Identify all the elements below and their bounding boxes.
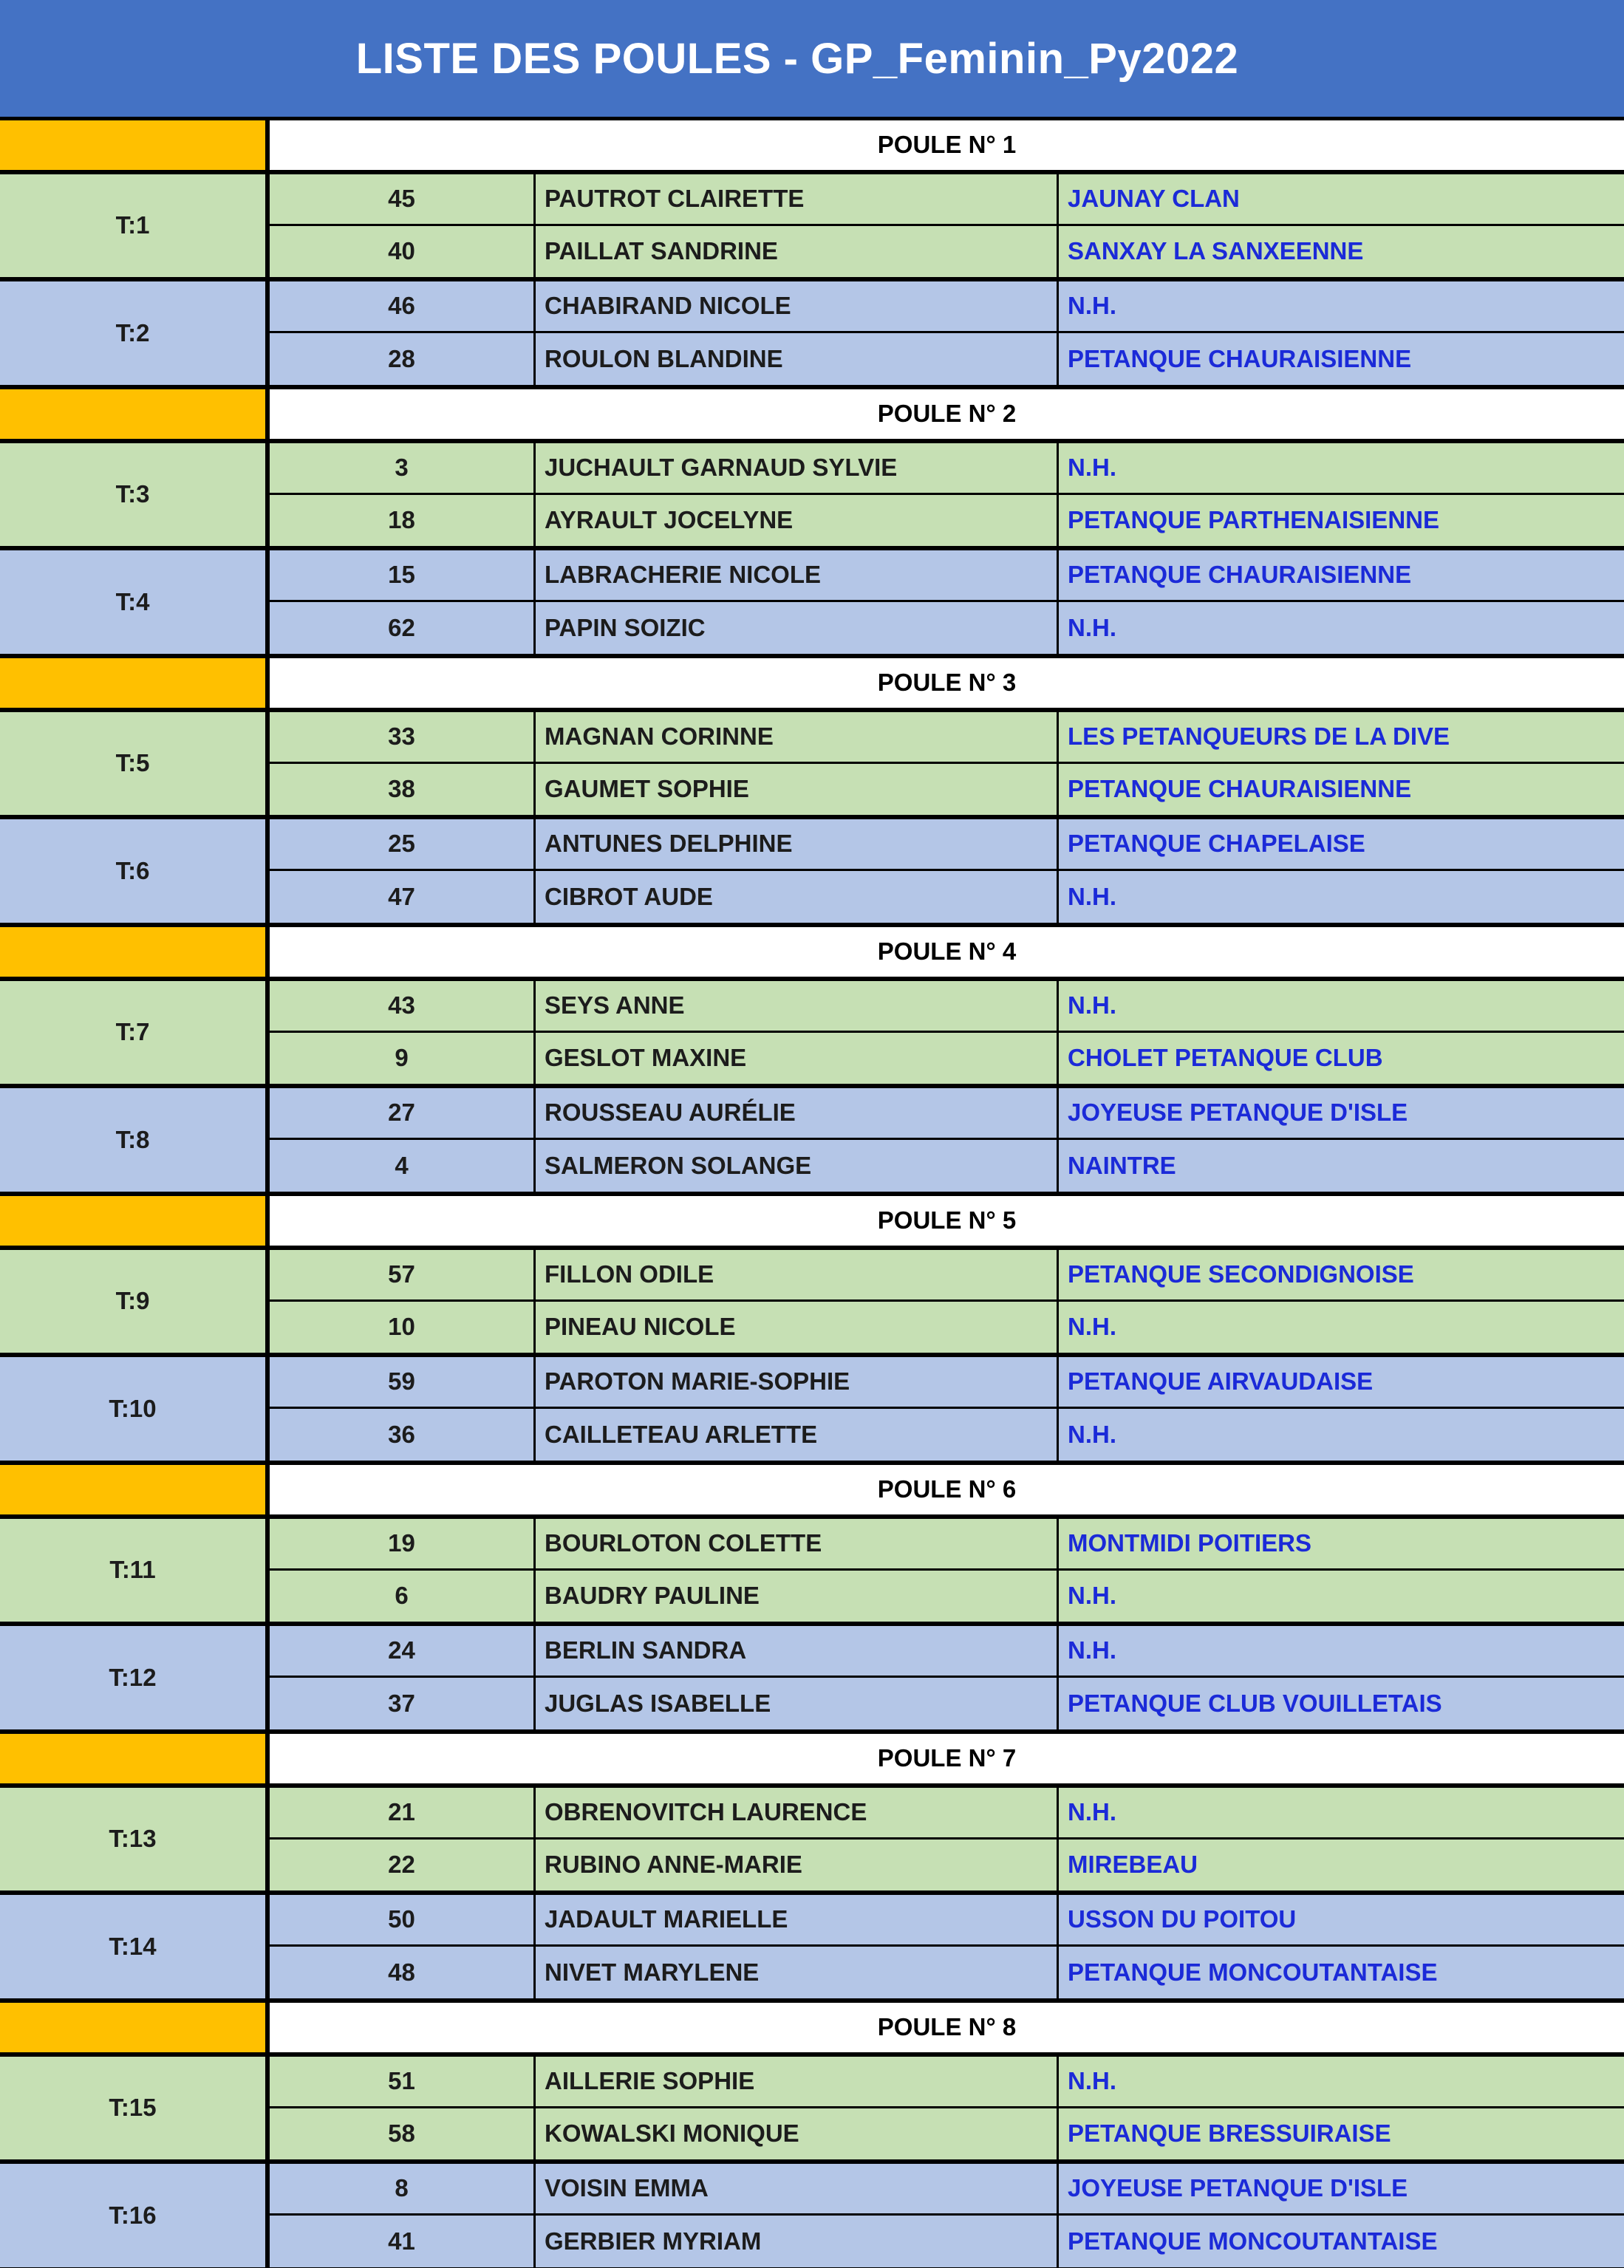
player-number: 19: [270, 1519, 533, 1568]
player-club: SANXAY LA SANXEENNE: [1059, 226, 1624, 277]
table-number: T:8: [0, 1088, 265, 1192]
player-club: N.H.: [1059, 281, 1624, 331]
player-club: N.H.: [1059, 1788, 1624, 1837]
player-number: 36: [270, 1409, 533, 1461]
player-name: RUBINO ANNE-MARIE: [536, 1840, 1057, 1890]
player-name: SALMERON SOLANGE: [536, 1140, 1057, 1192]
player-number: 9: [270, 1033, 533, 1084]
player-name: FILLON ODILE: [536, 1250, 1057, 1299]
player-name: PAPIN SOIZIC: [536, 602, 1057, 654]
player-name: CIBROT AUDE: [536, 871, 1057, 923]
player-name: JADAULT MARIELLE: [536, 1895, 1057, 1944]
player-name: ANTUNES DELPHINE: [536, 819, 1057, 869]
player-number: 62: [270, 602, 533, 654]
player-name: KOWALSKI MONIQUE: [536, 2108, 1057, 2159]
table-number: T:13: [0, 1788, 265, 1890]
table-number: T:15: [0, 2057, 265, 2159]
player-name: ROUSSEAU AURÉLIE: [536, 1088, 1057, 1138]
player-name: PINEAU NICOLE: [536, 1302, 1057, 1353]
table-number: T:11: [0, 1519, 265, 1622]
player-name: NIVET MARYLENE: [536, 1947, 1057, 1998]
poule-title: POULE N° 1: [270, 120, 1624, 170]
player-number: 15: [270, 550, 533, 600]
player-number: 40: [270, 226, 533, 277]
player-club: N.H.: [1059, 443, 1624, 493]
player-club: PETANQUE BRESSUIRAISE: [1059, 2108, 1624, 2159]
player-name: PAILLAT SANDRINE: [536, 226, 1057, 277]
poule-band-marker: [0, 1465, 265, 1514]
player-club: N.H.: [1059, 2057, 1624, 2106]
player-number: 47: [270, 871, 533, 923]
player-number: 4: [270, 1140, 533, 1192]
player-name: AILLERIE SOPHIE: [536, 2057, 1057, 2106]
poule-band-marker: [0, 1734, 265, 1783]
player-name: LABRACHERIE NICOLE: [536, 550, 1057, 600]
table-number: T:14: [0, 1895, 265, 1998]
player-name: JUGLAS ISABELLE: [536, 1678, 1057, 1729]
player-name: VOISIN EMMA: [536, 2164, 1057, 2213]
player-number: 28: [270, 333, 533, 385]
player-club: N.H.: [1059, 981, 1624, 1031]
player-number: 45: [270, 174, 533, 224]
player-number: 58: [270, 2108, 533, 2159]
player-club: PETANQUE SECONDIGNOISE: [1059, 1250, 1624, 1299]
player-number: 24: [270, 1626, 533, 1676]
poule-band-marker: [0, 1196, 265, 1246]
player-club: PETANQUE CHAURAISIENNE: [1059, 764, 1624, 815]
player-club: CHOLET PETANQUE CLUB: [1059, 1033, 1624, 1084]
player-number: 59: [270, 1357, 533, 1407]
player-number: 57: [270, 1250, 533, 1299]
player-club: N.H.: [1059, 871, 1624, 923]
player-number: 27: [270, 1088, 533, 1138]
player-number: 46: [270, 281, 533, 331]
poule-band-marker: [0, 2003, 265, 2052]
player-club: PETANQUE CLUB VOUILLETAIS: [1059, 1678, 1624, 1729]
player-name: OBRENOVITCH LAURENCE: [536, 1788, 1057, 1837]
player-name: JUCHAULT GARNAUD SYLVIE: [536, 443, 1057, 493]
player-club: NAINTRE: [1059, 1140, 1624, 1192]
poule-title: POULE N° 8: [270, 2003, 1624, 2052]
player-name: BAUDRY PAULINE: [536, 1571, 1057, 1622]
player-club: PETANQUE MONCOUTANTAISE: [1059, 1947, 1624, 1998]
poule-title: POULE N° 2: [270, 389, 1624, 439]
player-club: MONTMIDI POITIERS: [1059, 1519, 1624, 1568]
poule-title: POULE N° 5: [270, 1196, 1624, 1246]
player-name: CHABIRAND NICOLE: [536, 281, 1057, 331]
table-number: T:10: [0, 1357, 265, 1461]
poule-title: POULE N° 4: [270, 927, 1624, 977]
player-club: N.H.: [1059, 602, 1624, 654]
player-club: PETANQUE CHAURAISIENNE: [1059, 550, 1624, 600]
player-club: MIREBEAU: [1059, 1840, 1624, 1890]
table-number: T:6: [0, 819, 265, 923]
player-club: N.H.: [1059, 1626, 1624, 1676]
player-name: PAROTON MARIE-SOPHIE: [536, 1357, 1057, 1407]
player-name: PAUTROT CLAIRETTE: [536, 174, 1057, 224]
player-number: 48: [270, 1947, 533, 1998]
player-name: MAGNAN CORINNE: [536, 712, 1057, 762]
table-number: T:16: [0, 2164, 265, 2267]
page-title: LISTE DES POULES - GP_Feminin_Py2022: [355, 34, 1239, 83]
player-club: PETANQUE MONCOUTANTAISE: [1059, 2216, 1624, 2267]
player-club: LES PETANQUEURS DE LA DIVE: [1059, 712, 1624, 762]
player-club: N.H.: [1059, 1302, 1624, 1353]
player-number: 6: [270, 1571, 533, 1622]
player-number: 38: [270, 764, 533, 815]
player-club: JAUNAY CLAN: [1059, 174, 1624, 224]
poule-band-marker: [0, 120, 265, 170]
player-number: 21: [270, 1788, 533, 1837]
poule-band-marker: [0, 927, 265, 977]
table-number: T:7: [0, 981, 265, 1084]
table-number: T:1: [0, 174, 265, 277]
page-header: [0, 0, 1624, 117]
poule-title: POULE N° 3: [270, 658, 1624, 708]
player-number: 37: [270, 1678, 533, 1729]
table-number: T:4: [0, 550, 265, 654]
player-club: PETANQUE AIRVAUDAISE: [1059, 1357, 1624, 1407]
player-name: AYRAULT JOCELYNE: [536, 495, 1057, 546]
player-name: ROULON BLANDINE: [536, 333, 1057, 385]
player-club: N.H.: [1059, 1409, 1624, 1461]
player-number: 41: [270, 2216, 533, 2267]
player-number: 43: [270, 981, 533, 1031]
player-name: GERBIER MYRIAM: [536, 2216, 1057, 2267]
player-name: GAUMET SOPHIE: [536, 764, 1057, 815]
player-club: PETANQUE PARTHENAISIENNE: [1059, 495, 1624, 546]
table-number: T:3: [0, 443, 265, 546]
poules-table: [0, 117, 1624, 2268]
player-club: JOYEUSE PETANQUE D'ISLE: [1059, 2164, 1624, 2213]
player-number: 25: [270, 819, 533, 869]
player-name: SEYS ANNE: [536, 981, 1057, 1031]
player-name: CAILLETEAU ARLETTE: [536, 1409, 1057, 1461]
player-number: 18: [270, 495, 533, 546]
table-number: T:5: [0, 712, 265, 815]
poule-band-marker: [0, 658, 265, 708]
player-number: 33: [270, 712, 533, 762]
player-club: USSON DU POITOU: [1059, 1895, 1624, 1944]
player-club: N.H.: [1059, 1571, 1624, 1622]
poule-title: POULE N° 7: [270, 1734, 1624, 1783]
player-number: 22: [270, 1840, 533, 1890]
poule-title: POULE N° 6: [270, 1465, 1624, 1514]
table-number: T:2: [0, 281, 265, 385]
player-club: JOYEUSE PETANQUE D'ISLE: [1059, 1088, 1624, 1138]
player-number: 51: [270, 2057, 533, 2106]
player-number: 8: [270, 2164, 533, 2213]
table-number: T:9: [0, 1250, 265, 1353]
player-club: PETANQUE CHAURAISIENNE: [1059, 333, 1624, 385]
player-number: 10: [270, 1302, 533, 1353]
player-name: GESLOT MAXINE: [536, 1033, 1057, 1084]
poule-band-marker: [0, 389, 265, 439]
player-number: 3: [270, 443, 533, 493]
player-name: BOURLOTON COLETTE: [536, 1519, 1057, 1568]
player-number: 50: [270, 1895, 533, 1944]
player-club: PETANQUE CHAPELAISE: [1059, 819, 1624, 869]
player-name: BERLIN SANDRA: [536, 1626, 1057, 1676]
table-number: T:12: [0, 1626, 265, 1729]
